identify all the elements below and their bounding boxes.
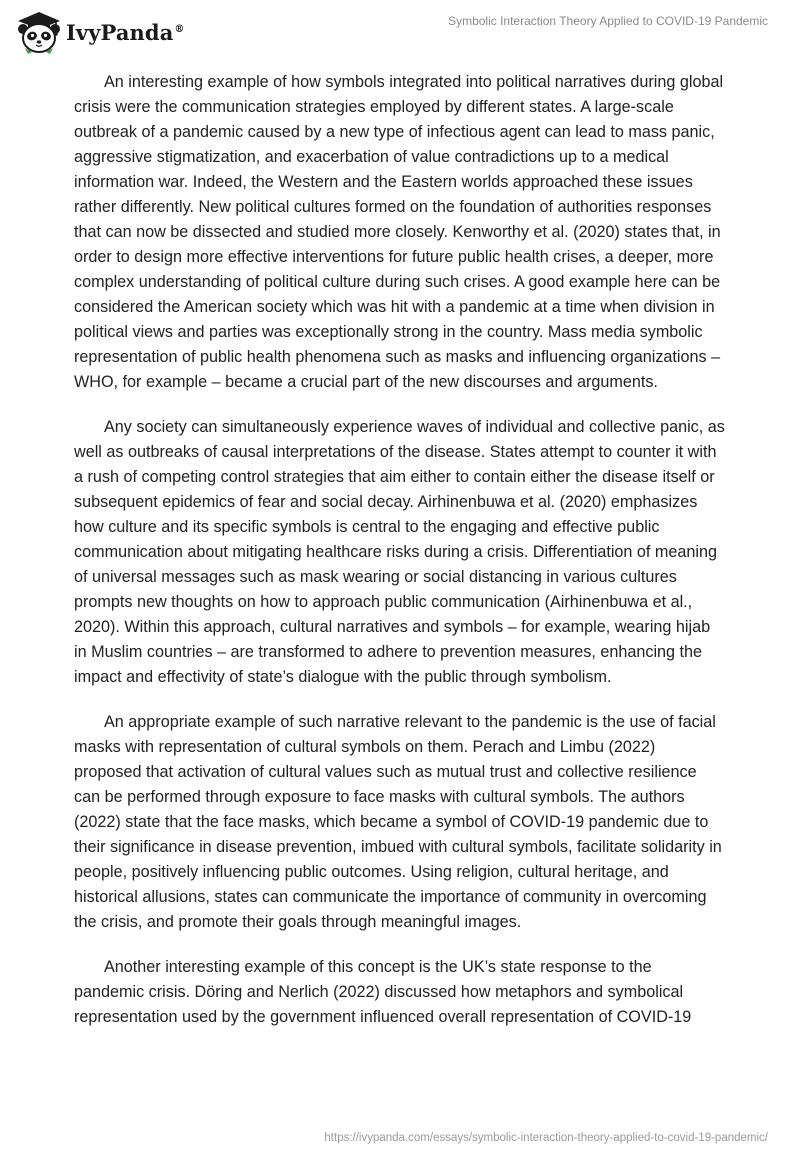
- document-running-title: Symbolic Interaction Theory Applied to COVID-19 Pandemic: [448, 14, 768, 28]
- paragraph: Another interesting example of this concept is the UK’s state response to the pandemic crisis. Döring and Nerlich (2022) discussed how metaphors and symbolical representation used by the government influenced overall representation of COVID-19: [74, 958, 692, 1026]
- source-url-link[interactable]: https://ivypanda.com/essays/symbolic-interaction-theory-applied-to-covid-19-pandemic/: [324, 1132, 768, 1144]
- paragraph: An interesting example of how symbols integrated into political narratives during global crisis were the communication strategies employed by different states. A large-scale outbreak of a pandemic caused by a new type of infectious agent can lead to mass panic, aggressive stigmatization, and exacerbation of value contradictions up to a medical information war. Indeed, the Western and the Eastern worlds approached these issues rather differently. New political cultures formed on the foundation of authorities responses that can now be dissected and studied more closely. Kenworthy et al. (2020) states that, in order to design more effective interventions for future public health crises, a deeper, more complex understanding of political culture during such crises. A good example here can be considered the American society which was hit with a pandemic at a time when division in political views and parties was exceptionally strong in the country. Mass media symbolic representation of public health phenomena such as masks and influencing organizations – WHO, for example – became a crucial part of the new discourses and arguments.: [74, 73, 724, 391]
- logo-wordmark: IvyPanda®: [66, 19, 185, 45]
- paragraph: Any society can simultaneously experience waves of individual and collective panic, as well as outbreaks of causal interpretations of the disease. States attempt to counter it with a rush of competing control strategies that aim either to contain either the disease itself or subsequent epidemics of fear and social decay. Airhinenbuwa et al. (2020) emphasizes how culture and its specific symbols is central to the engaging and effective public communication about mitigating healthcare risks during a crisis. Differentiation of meaning of universal messages such as mask wearing or social distancing in various cultures prompts new thoughts on how to approach public communication (Airhinenbuwa et al., 2020). Within this approach, cultural narratives and symbols – for example, wearing hijab in Muslim countries – are transformed to adhere to prevention measures, enhancing the impact and effectivity of state’s dialogue with the public through symbolism.: [74, 418, 725, 686]
- panda-graduate-icon: [14, 9, 64, 55]
- registered-mark: ®: [174, 23, 185, 35]
- paragraph: An appropriate example of such narrative relevant to the pandemic is the use of facial masks with representation of cultural symbols on them. Perach and Limbu (2022) proposed that activation of cultural values such as mutual trust and collective resilience can be performed through exposure to face masks with cultural symbols. The authors (2022) state that the face masks, which became a symbol of COVID-19 pandemic due to their significance in disease prevention, imbued with cultural symbols, facilitate solidarity in people, positively influencing public outcomes. Using religion, cultural heritage, and historical allusions, states can communicate the importance of community in overcoming the crisis, and promote their goals through meaningful images.: [74, 713, 722, 931]
- ivypanda-logo[interactable]: [14, 9, 185, 55]
- page-header: [0, 0, 800, 60]
- essay-body: [74, 70, 726, 1050]
